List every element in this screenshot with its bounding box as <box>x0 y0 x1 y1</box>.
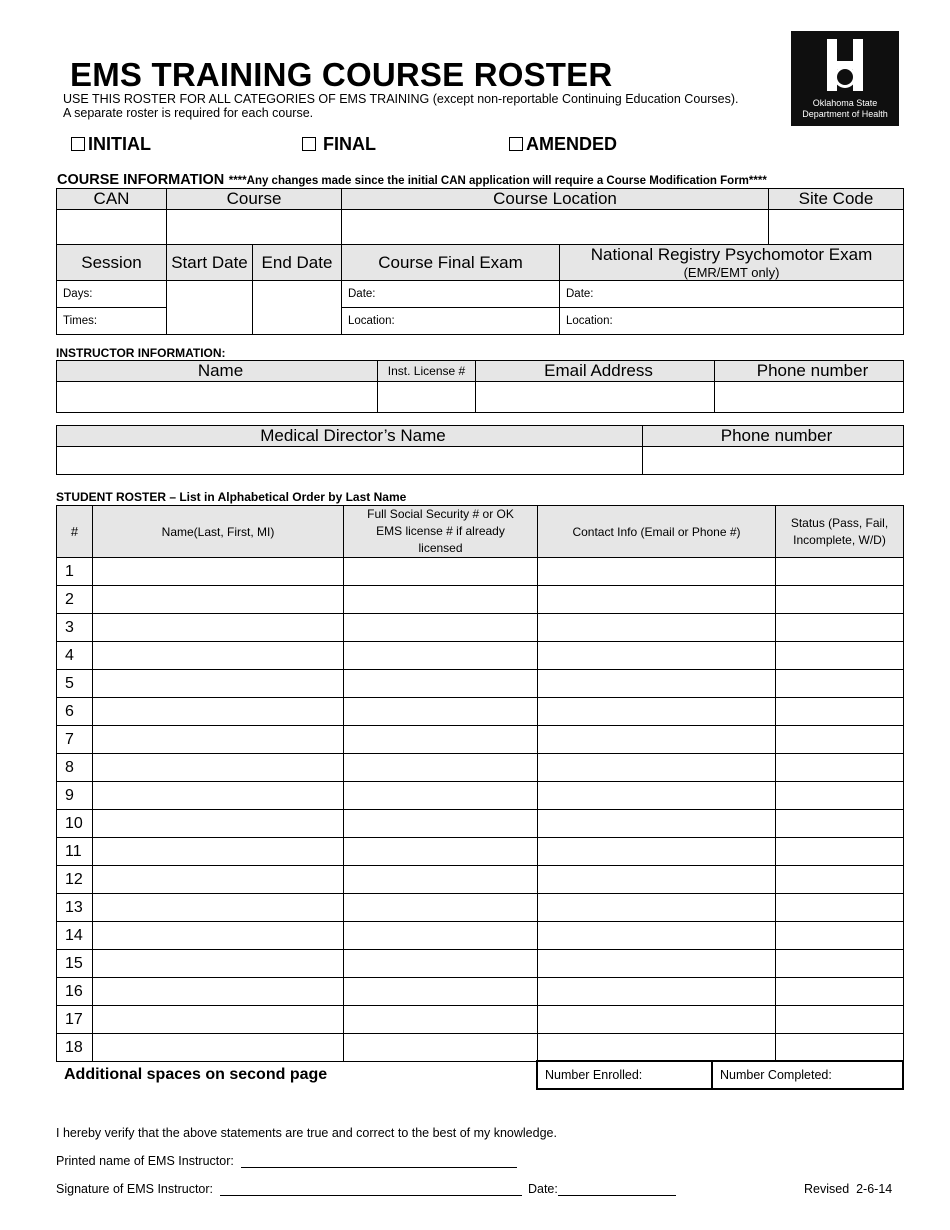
table-row <box>57 838 904 866</box>
header-start-date: Start Date <box>167 245 253 281</box>
checkbox-icon[interactable] <box>509 137 523 151</box>
roster-heading: STUDENT ROSTER – List in Alphabetical Order by Last Name <box>56 490 407 504</box>
header-session: Session <box>57 245 167 281</box>
ssn-license-cell[interactable] <box>344 782 538 810</box>
row-number: 10 <box>57 810 93 838</box>
printed-name-line[interactable] <box>241 1154 517 1168</box>
final-exam-location-field[interactable]: Location: <box>342 308 560 335</box>
student-name-cell[interactable] <box>93 558 344 586</box>
contact-info-cell[interactable] <box>538 922 776 950</box>
table-row <box>57 978 904 1006</box>
table-row <box>57 614 904 642</box>
student-name-cell[interactable] <box>93 810 344 838</box>
logo-text-2: Department of Health <box>802 109 888 119</box>
additional-spaces-note: Additional spaces on second page <box>64 1066 328 1083</box>
row-number: 4 <box>57 642 93 670</box>
ssn-license-cell[interactable] <box>344 866 538 894</box>
student-name-cell[interactable] <box>93 754 344 782</box>
ssn-license-cell[interactable] <box>344 1034 538 1062</box>
student-name-cell[interactable] <box>93 670 344 698</box>
contact-info-cell[interactable] <box>538 866 776 894</box>
table-row <box>57 586 904 614</box>
can-field[interactable] <box>57 210 167 245</box>
status-cell[interactable] <box>776 922 904 950</box>
number-completed-field[interactable]: Number Completed: <box>712 1061 903 1089</box>
date-line[interactable] <box>558 1182 676 1196</box>
contact-info-cell[interactable] <box>538 642 776 670</box>
status-cell[interactable] <box>776 698 904 726</box>
header-can: CAN <box>57 189 167 210</box>
ssn-license-cell[interactable] <box>344 642 538 670</box>
contact-info-cell[interactable] <box>538 782 776 810</box>
subtitle-line-2: A separate roster is required for each course. <box>63 106 314 120</box>
student-name-cell[interactable] <box>93 1034 344 1062</box>
site-code-field[interactable] <box>769 210 904 245</box>
medical-director-field[interactable] <box>57 447 643 475</box>
status-cell[interactable] <box>776 726 904 754</box>
signature-row <box>56 1182 676 1196</box>
header-student-name: Name(Last, First, MI) <box>93 506 344 558</box>
ssn-license-cell[interactable] <box>344 894 538 922</box>
table-row <box>57 558 904 586</box>
status-cell[interactable] <box>776 558 904 586</box>
logo-text-1: Oklahoma State <box>812 98 878 108</box>
signature-line[interactable] <box>220 1182 522 1196</box>
table-row <box>57 642 904 670</box>
ssn-license-cell[interactable] <box>344 838 538 866</box>
status-cell[interactable] <box>776 586 904 614</box>
initial-label: INITIAL <box>88 134 151 154</box>
header-end-date: End Date <box>253 245 342 281</box>
health-h-icon <box>791 37 899 102</box>
header-site-code: Site Code <box>769 189 904 210</box>
row-number: 15 <box>57 950 93 978</box>
status-cell[interactable] <box>776 670 904 698</box>
amended-checkbox[interactable] <box>509 134 617 155</box>
table-row <box>57 866 904 894</box>
table-row <box>57 810 904 838</box>
final-label: FINAL <box>323 134 376 154</box>
header-status: Status (Pass, Fail, Incomplete, W/D) <box>776 506 904 558</box>
row-number: 14 <box>57 922 93 950</box>
course-field[interactable] <box>167 210 342 245</box>
medical-director-table <box>56 425 904 475</box>
status-cell[interactable] <box>776 838 904 866</box>
header-course-location: Course Location <box>342 189 769 210</box>
nr-exam-location-field[interactable]: Location: <box>560 308 904 335</box>
header-contact-info: Contact Info (Email or Phone #) <box>538 506 776 558</box>
student-name-cell[interactable] <box>93 698 344 726</box>
contact-info-cell[interactable] <box>538 978 776 1006</box>
table-row <box>57 1006 904 1034</box>
subtitle-line-1: USE THIS ROSTER FOR ALL CATEGORIES OF EMS TRAINING (except non-reportable Continuing Education Courses). <box>63 92 739 106</box>
number-enrolled-field[interactable]: Number Enrolled: <box>537 1061 712 1089</box>
row-number: 8 <box>57 754 93 782</box>
student-name-cell[interactable] <box>93 922 344 950</box>
status-cell[interactable] <box>776 1034 904 1062</box>
table-row <box>57 782 904 810</box>
checkbox-icon[interactable] <box>302 137 316 151</box>
printed-name-label: Printed name of EMS Instructor: <box>56 1154 234 1168</box>
course-info-title: COURSE INFORMATION <box>57 172 225 188</box>
printed-name-row <box>56 1154 517 1168</box>
header-inst-license: Inst. License # <box>378 361 476 382</box>
nr-exam-title: National Registry Psychomotor Exam <box>590 245 873 264</box>
header-nr-exam <box>560 245 904 281</box>
student-name-cell[interactable] <box>93 866 344 894</box>
row-number: 1 <box>57 558 93 586</box>
totals-table <box>536 1060 904 1090</box>
verification-statement: I hereby verify that the above statements are true and correct to the best of my knowledge. <box>56 1126 557 1140</box>
initial-checkbox[interactable] <box>71 134 151 155</box>
ssn-license-cell[interactable] <box>344 922 538 950</box>
table-row <box>57 754 904 782</box>
status-cell[interactable] <box>776 614 904 642</box>
start-date-field[interactable] <box>167 281 253 335</box>
row-number: 12 <box>57 866 93 894</box>
student-name-cell[interactable] <box>93 978 344 1006</box>
ssn-license-cell[interactable] <box>344 558 538 586</box>
instructor-table <box>56 360 904 413</box>
row-number: 6 <box>57 698 93 726</box>
ssn-license-cell[interactable] <box>344 810 538 838</box>
row-number: 18 <box>57 1034 93 1062</box>
header-instructor-name: Name <box>57 361 378 382</box>
email-field[interactable] <box>476 382 715 413</box>
status-cell[interactable] <box>776 894 904 922</box>
contact-info-cell[interactable] <box>538 838 776 866</box>
row-number: 5 <box>57 670 93 698</box>
ssn-license-cell[interactable] <box>344 950 538 978</box>
header-phone: Phone number <box>715 361 904 382</box>
course-info-note: ****Any changes made since the initial CAN application will require a Course Modification Form**** <box>228 175 767 187</box>
instructor-name-field[interactable] <box>57 382 378 413</box>
osdh-logo <box>791 31 899 126</box>
table-row <box>57 698 904 726</box>
ssn-license-cell[interactable] <box>344 754 538 782</box>
student-name-cell[interactable] <box>93 894 344 922</box>
row-number: 17 <box>57 1006 93 1034</box>
ssn-license-cell[interactable] <box>344 1006 538 1034</box>
student-name-cell[interactable] <box>93 726 344 754</box>
header-course-final-exam: Course Final Exam <box>342 245 560 281</box>
contact-info-cell[interactable] <box>538 586 776 614</box>
header-medical-director: Medical Director’s Name <box>57 426 643 447</box>
contact-info-cell[interactable] <box>538 670 776 698</box>
student-name-cell[interactable] <box>93 586 344 614</box>
table-row <box>57 894 904 922</box>
checkbox-icon[interactable] <box>71 137 85 151</box>
row-number: 13 <box>57 894 93 922</box>
ssn-license-cell[interactable] <box>344 614 538 642</box>
nr-exam-subtitle: (EMR/EMT only) <box>683 265 780 280</box>
student-name-cell[interactable] <box>93 950 344 978</box>
amended-label: AMENDED <box>526 134 618 154</box>
contact-info-cell[interactable] <box>538 726 776 754</box>
status-cell[interactable] <box>776 950 904 978</box>
end-date-field[interactable] <box>253 281 342 335</box>
contact-info-cell[interactable] <box>538 1006 776 1034</box>
contact-info-cell[interactable] <box>538 754 776 782</box>
contact-info-cell[interactable] <box>538 1034 776 1062</box>
table-row <box>57 922 904 950</box>
status-cell[interactable] <box>776 1006 904 1034</box>
table-row <box>57 670 904 698</box>
course-info-heading <box>57 171 767 189</box>
ssn-license-cell[interactable] <box>344 978 538 1006</box>
row-number: 3 <box>57 614 93 642</box>
contact-info-cell[interactable] <box>538 698 776 726</box>
page-title: EMS TRAINING COURSE ROSTER <box>70 56 613 93</box>
instructor-heading: INSTRUCTOR INFORMATION: <box>56 346 226 360</box>
student-roster-table <box>56 505 904 1062</box>
status-cell[interactable] <box>776 782 904 810</box>
student-name-cell[interactable] <box>93 1006 344 1034</box>
contact-info-cell[interactable] <box>538 894 776 922</box>
phone-field[interactable] <box>715 382 904 413</box>
row-number: 7 <box>57 726 93 754</box>
ssn-license-cell[interactable] <box>344 670 538 698</box>
header-ssn-license: Full Social Security # or OK EMS license # if already licensed <box>344 506 538 558</box>
student-name-cell[interactable] <box>93 642 344 670</box>
table-row <box>57 1034 904 1062</box>
contact-info-cell[interactable] <box>538 614 776 642</box>
status-cell[interactable] <box>776 810 904 838</box>
days-field[interactable]: Days: <box>57 281 167 308</box>
course-location-field[interactable] <box>342 210 769 245</box>
row-number: 11 <box>57 838 93 866</box>
header-md-phone: Phone number <box>643 426 904 447</box>
ssn-license-cell[interactable] <box>344 698 538 726</box>
final-checkbox[interactable] <box>302 134 376 155</box>
date-label: Date: <box>527 1182 558 1196</box>
row-number: 9 <box>57 782 93 810</box>
ssn-license-cell[interactable] <box>344 726 538 754</box>
nr-exam-date-field[interactable]: Date: <box>560 281 904 308</box>
header-email: Email Address <box>476 361 715 382</box>
status-cell[interactable] <box>776 642 904 670</box>
times-field[interactable]: Times: <box>57 308 167 335</box>
subtitle <box>63 92 738 120</box>
final-exam-date-field[interactable]: Date: <box>342 281 560 308</box>
contact-info-cell[interactable] <box>538 950 776 978</box>
contact-info-cell[interactable] <box>538 558 776 586</box>
table-row <box>57 726 904 754</box>
header-course: Course <box>167 189 342 210</box>
revised-date: Revised 2-6-14 <box>804 1182 893 1196</box>
status-cell[interactable] <box>776 754 904 782</box>
student-name-cell[interactable] <box>93 782 344 810</box>
signature-label: Signature of EMS Instructor: <box>56 1182 214 1196</box>
table-row <box>57 950 904 978</box>
status-cell[interactable] <box>776 978 904 1006</box>
status-cell[interactable] <box>776 866 904 894</box>
student-name-cell[interactable] <box>93 614 344 642</box>
row-number: 2 <box>57 586 93 614</box>
contact-info-cell[interactable] <box>538 810 776 838</box>
ssn-license-cell[interactable] <box>344 586 538 614</box>
student-name-cell[interactable] <box>93 838 344 866</box>
md-phone-field[interactable] <box>643 447 904 475</box>
course-info-table <box>56 188 904 335</box>
header-row-number: # <box>57 506 93 558</box>
inst-license-field[interactable] <box>378 382 476 413</box>
row-number: 16 <box>57 978 93 1006</box>
